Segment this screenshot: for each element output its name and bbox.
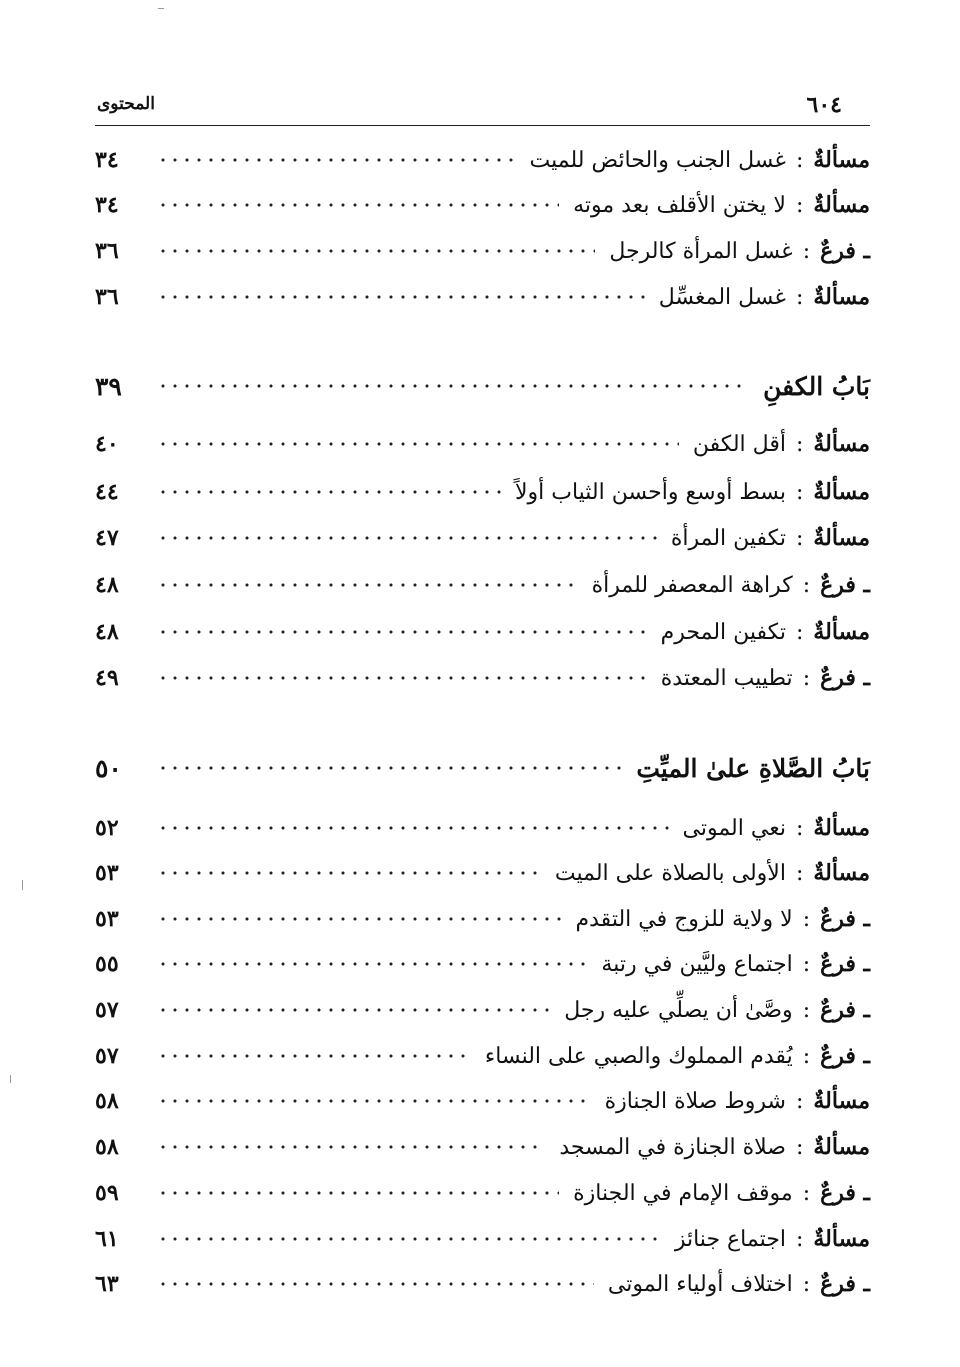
colon-separator: :: [795, 147, 804, 173]
entry-title: يُقدم المملوك والصبي على النساء: [484, 1043, 793, 1069]
dot-leader: [157, 536, 657, 540]
entry-page-number: ٣٤: [95, 147, 119, 173]
entry-label: ـ فرعٌ: [820, 665, 870, 691]
entry-label: مسألةٌ: [813, 479, 870, 505]
toc-entry: [95, 1081, 870, 1121]
toc-entry: [95, 808, 870, 848]
entry-page-number: ٣٩: [95, 371, 122, 401]
colon-separator: :: [802, 1180, 811, 1206]
entry-page-number: ٥٣: [95, 860, 119, 886]
entry-label: مسألةٌ: [813, 147, 870, 173]
dot-leader: [157, 490, 501, 494]
entry-page-number: ٥٨: [95, 1088, 119, 1114]
colon-separator: :: [802, 951, 811, 977]
entry-title: غسل المرأة كالرجل: [609, 238, 793, 264]
colon-separator: :: [802, 572, 811, 598]
page-header: [95, 92, 870, 124]
dot-leader: [157, 871, 541, 875]
entry-page-number: ٤٨: [95, 572, 119, 598]
entry-label: ـ فرعٌ: [820, 906, 870, 932]
colon-separator: :: [795, 619, 804, 645]
colon-separator: :: [795, 860, 804, 886]
scan-speck: [22, 880, 23, 890]
dot-leader: [157, 203, 559, 207]
entry-title: كراهة المعصفر للمرأة: [591, 572, 793, 598]
dot-leader: [157, 249, 595, 253]
entry-title: وصَّىٰ أن يصلِّي عليه رجل: [564, 997, 793, 1023]
toc-entry: [95, 472, 870, 512]
entry-title: الأولى بالصلاة على الميت: [554, 860, 786, 886]
dot-leader: [157, 1237, 661, 1241]
entry-page-number: ٣٦: [95, 238, 119, 264]
entry-title: أقل الكفن: [692, 431, 786, 457]
colon-separator: :: [802, 238, 811, 264]
entry-title: غسل المغسِّل: [658, 284, 786, 310]
entry-page-number: ٥٧: [95, 1043, 119, 1069]
entry-title: اجتماع وليَّين في رتبة: [601, 951, 793, 977]
entry-page-number: ٥٠: [95, 753, 122, 783]
colon-separator: :: [795, 1088, 804, 1114]
entry-title: اجتماع جنائز: [674, 1226, 786, 1252]
toc-entry: [95, 1173, 870, 1213]
entry-title: اختلاف أولياء الموتى: [607, 1271, 793, 1297]
entry-label: ـ فرعٌ: [820, 1271, 870, 1297]
colon-separator: :: [802, 997, 811, 1023]
entry-label: ـ فرعٌ: [820, 997, 870, 1023]
entry-label: مسألةٌ: [813, 1226, 870, 1252]
toc-entry: [95, 612, 870, 652]
colon-separator: :: [795, 479, 804, 505]
colon-separator: :: [795, 815, 804, 841]
toc-entry: [95, 1219, 870, 1259]
toc-entry: [95, 1036, 870, 1076]
dot-leader: [157, 1191, 559, 1195]
toc-entry: [95, 231, 870, 271]
entry-label: مسألةٌ: [813, 1088, 870, 1114]
entry-page-number: ٤٩: [95, 665, 119, 691]
scan-speck: [10, 1075, 11, 1083]
dot-leader: [157, 1054, 471, 1058]
entry-title: نعي الموتى: [682, 815, 786, 841]
dot-leader: [157, 442, 679, 446]
colon-separator: :: [795, 192, 804, 218]
entry-page-number: ٥٣: [95, 906, 119, 932]
entry-page-number: ٥٥: [95, 951, 119, 977]
entry-label: مسألةٌ: [813, 815, 870, 841]
toc-entry: [95, 277, 870, 317]
chapter-title: بَابُ الكفنِ: [763, 371, 870, 401]
dot-leader: [157, 583, 578, 587]
entry-label: مسألةٌ: [813, 1134, 870, 1160]
dot-leader: [157, 384, 749, 388]
entry-page-number: ٦١: [95, 1226, 119, 1252]
entry-label: مسألةٌ: [813, 525, 870, 551]
entry-page-number: ٤٠: [95, 431, 119, 457]
dot-leader: [157, 826, 669, 830]
colon-separator: :: [802, 1271, 811, 1297]
entry-page-number: ٥٩: [95, 1180, 119, 1206]
toc-entry: [95, 565, 870, 605]
header-rule: [95, 125, 870, 126]
entry-page-number: ٤٤: [95, 479, 119, 505]
toc-entry: [95, 1127, 870, 1167]
entry-page-number: ٥٢: [95, 815, 119, 841]
toc-entry: [95, 899, 870, 939]
scan-speck: [158, 8, 164, 9]
toc-entry: [95, 944, 870, 984]
page-number: ٦٠٤: [806, 92, 842, 118]
dot-leader: [157, 676, 647, 680]
toc-entry: [95, 1264, 870, 1304]
entry-page-number: ٤٧: [95, 525, 119, 551]
dot-leader: [157, 917, 562, 921]
chapter-heading: [95, 748, 870, 788]
running-title: المحتوى: [97, 94, 155, 114]
entry-title: تطييب المعتدة: [660, 665, 793, 691]
colon-separator: :: [795, 1226, 804, 1252]
chapter-heading: [95, 366, 870, 406]
entry-label: مسألةٌ: [813, 284, 870, 310]
entry-page-number: ٤٨: [95, 619, 119, 645]
entry-label: ـ فرعٌ: [820, 572, 870, 598]
colon-separator: :: [795, 431, 804, 457]
toc-entry: [95, 853, 870, 893]
colon-separator: :: [802, 665, 811, 691]
dot-leader: [157, 766, 622, 770]
entry-title: تكفين المحرم: [660, 619, 786, 645]
entry-title: شروط صلاة الجنازة: [604, 1088, 786, 1114]
colon-separator: :: [795, 525, 804, 551]
dot-leader: [157, 1008, 550, 1012]
dot-leader: [157, 295, 645, 299]
chapter-title: بَابُ الصَّلاةِ علىٰ الميِّتِ: [636, 753, 870, 783]
entry-title: صلاة الجنازة في المسجد: [559, 1134, 786, 1160]
dot-leader: [157, 1099, 591, 1103]
colon-separator: :: [802, 906, 811, 932]
entry-title: لا يختن الأقلف بعد موته: [573, 192, 786, 218]
entry-page-number: ٣٦: [95, 284, 119, 310]
entry-title: لا ولاية للزوج في التقدم: [575, 906, 793, 932]
toc-entry: [95, 424, 870, 464]
entry-page-number: ٣٤: [95, 192, 119, 218]
colon-separator: :: [795, 1134, 804, 1160]
toc-entry: [95, 518, 870, 558]
dot-leader: [157, 1145, 545, 1149]
dot-leader: [157, 630, 647, 634]
entry-label: مسألةٌ: [813, 192, 870, 218]
dot-leader: [157, 158, 516, 162]
entry-title: موقف الإمام في الجنازة: [573, 1180, 793, 1206]
entry-page-number: ٥٨: [95, 1134, 119, 1160]
toc-entry: [95, 185, 870, 225]
dot-leader: [157, 962, 587, 966]
entry-title: تكفين المرأة: [670, 525, 786, 551]
toc-entry: [95, 140, 870, 180]
entry-label: ـ فرعٌ: [820, 1043, 870, 1069]
entry-label: مسألةٌ: [813, 431, 870, 457]
entry-title: بسط أوسع وأحسن الثياب أولاً: [514, 479, 786, 505]
colon-separator: :: [802, 1043, 811, 1069]
toc-entry: [95, 990, 870, 1030]
entry-title: غسل الجنب والحائض للميت: [529, 147, 786, 173]
entry-label: مسألةٌ: [813, 860, 870, 886]
entry-page-number: ٦٣: [95, 1271, 119, 1297]
entry-label: ـ فرعٌ: [820, 1180, 870, 1206]
entry-label: ـ فرعٌ: [820, 951, 870, 977]
entry-label: ـ فرعٌ: [820, 238, 870, 264]
entry-label: مسألةٌ: [813, 619, 870, 645]
colon-separator: :: [795, 284, 804, 310]
toc-entry: [95, 658, 870, 698]
dot-leader: [157, 1282, 594, 1286]
entry-page-number: ٥٧: [95, 997, 119, 1023]
